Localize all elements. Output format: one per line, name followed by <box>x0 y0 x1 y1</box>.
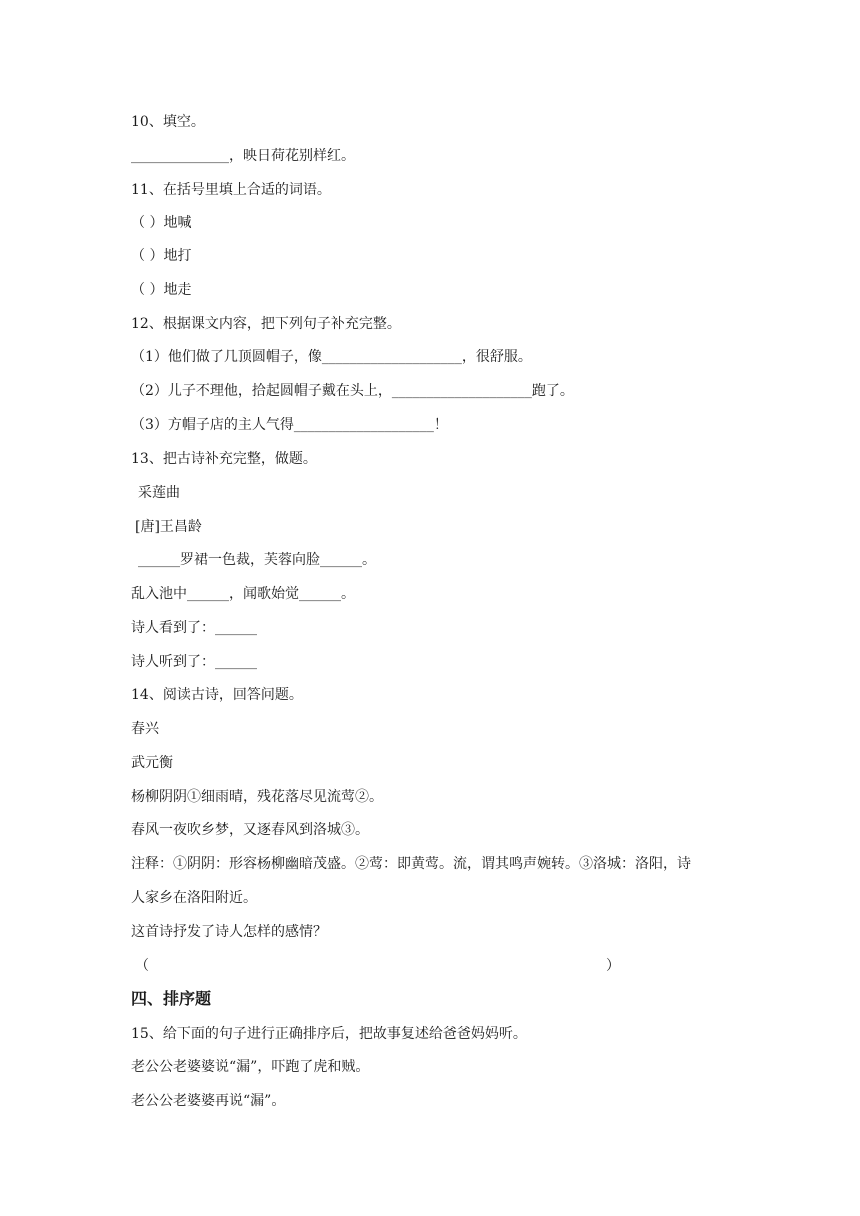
q14-question: 这首诗抒发了诗人怎样的感情？ <box>131 924 327 940</box>
q12-item-3: （3）方帽子店的主人气得____________________！ <box>131 417 448 433</box>
q15-item-1: 老公公老婆婆说“漏”，吓跑了虎和贼。 <box>131 1059 370 1075</box>
q14-note-line-1: 注释：①阴阴：形容杨柳幽暗茂盛。②莺：即黄莺。流，谓其鸣声婉转。③洛城：洛阳，诗 <box>131 856 691 872</box>
q11-item-2: （ ）地打 <box>131 248 192 264</box>
q11-item-1: （ ）地喊 <box>131 215 192 231</box>
q14-poem-line-2: 春风一夜吹乡梦，又逐春风到洛城③。 <box>131 822 369 838</box>
q12-item-2: （2）儿子不理他，拾起圆帽子戴在头上，____________________跑了。 <box>131 383 574 399</box>
q13-poem-line-2: 乱入池中______，闻歌始觉______。 <box>131 586 355 602</box>
q15-item-2: 老公公老婆婆再说“漏”。 <box>131 1093 286 1109</box>
q14-poem-title: 春兴 <box>131 721 159 737</box>
q13-poem-title: 采莲曲 <box>138 485 180 501</box>
q13-hear: 诗人听到了：______ <box>131 654 257 670</box>
q14-poem-author: 武元衡 <box>131 755 173 771</box>
section-heading: 四、排序题 <box>131 989 212 1008</box>
q10-line: ______________，映日荷花别样红。 <box>131 148 355 164</box>
q13-poem-author: [唐]王昌龄 <box>135 519 202 535</box>
q11-title: 11、在括号里填上合适的词语。 <box>131 182 331 198</box>
answer-paren-open: （ <box>135 958 149 974</box>
q13-poem-line-1: ______罗裙一色裁，芙蓉向脸______。 <box>138 552 376 568</box>
q14-title: 14、阅读古诗，回答问题。 <box>131 687 303 703</box>
q12-item-1: （1）他们做了几顶圆帽子，像____________________，很舒服。 <box>131 349 532 365</box>
q15-title: 15、给下面的句子进行正确排序后，把故事复述给爸爸妈妈听。 <box>131 1026 527 1042</box>
q12-title: 12、根据课文内容，把下列句子补充完整。 <box>131 316 401 332</box>
q11-item-3: （ ）地走 <box>131 282 192 298</box>
q13-see: 诗人看到了：______ <box>131 620 257 636</box>
q14-poem-line-1: 杨柳阴阴①细雨晴，残花落尽见流莺②。 <box>131 789 383 805</box>
q10-title: 10、填空。 <box>131 114 205 130</box>
q13-title: 13、把古诗补充完整，做题。 <box>131 451 317 467</box>
answer-paren-close: ） <box>606 958 620 974</box>
q14-note-line-2: 人家乡在洛阳附近。 <box>131 890 257 906</box>
